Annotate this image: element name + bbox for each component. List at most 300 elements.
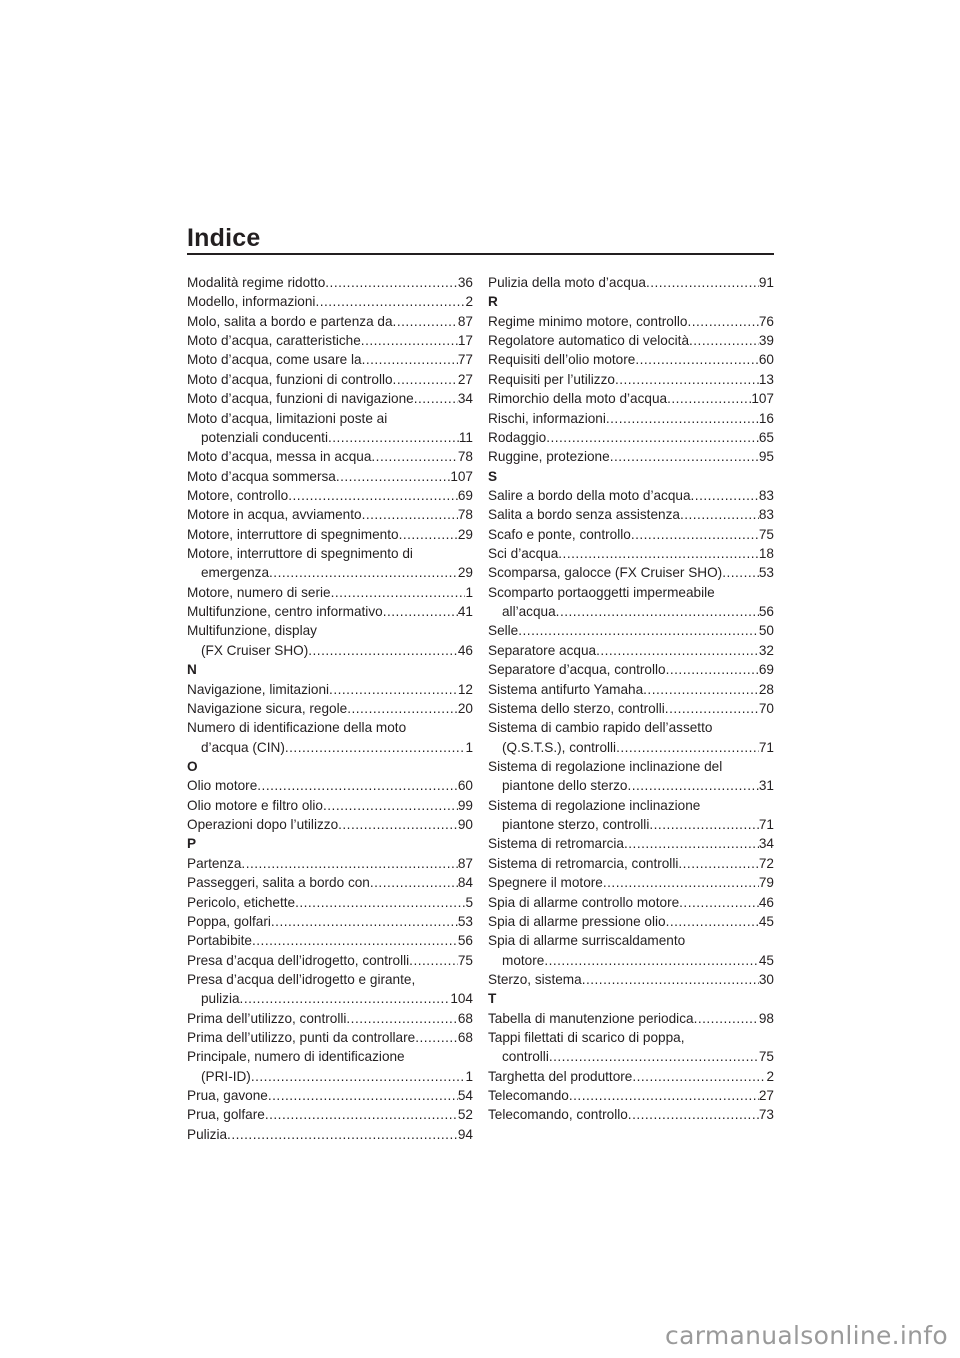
index-entry-page-number: 75 [758, 526, 774, 542]
index-entry [187, 273, 473, 292]
index-entry-text: Regolatore automatico di velocità [488, 333, 689, 349]
dot-leader [288, 486, 458, 505]
index-entry-text: d’acqua (CIN) [201, 739, 285, 755]
index-entry [187, 525, 473, 544]
index-entry-page-number: 71 [758, 739, 774, 755]
index-entry [187, 951, 473, 970]
dot-leader [227, 1125, 458, 1144]
index-entry-page-number: 75 [457, 952, 473, 968]
index-entry [488, 273, 774, 292]
index-entry-page-number: 46 [758, 894, 774, 910]
index-entry-page-number: 69 [457, 487, 473, 503]
index-entry-page-number: 94 [457, 1126, 473, 1142]
index-entry-heading: Multifunzione, display [187, 623, 317, 639]
index-entry-page-number: 46 [457, 642, 473, 658]
index-entry-page-number: 104 [450, 991, 473, 1007]
watermark: carmanualsonline.info [665, 1321, 948, 1350]
index-section-letter: O [187, 758, 198, 774]
index-entry-heading: Moto d’acqua, limitazioni poste ai [187, 410, 388, 426]
index-entry-page-number: 72 [758, 855, 774, 871]
index-entry-text: Spia di allarme pressione olio [488, 913, 666, 929]
index-entry-text: Scafo e ponte, controllo [488, 526, 631, 542]
index-entry [488, 409, 774, 428]
index-entry [187, 583, 473, 602]
index-entry-page-number: 34 [758, 836, 774, 852]
dot-leader [680, 505, 759, 524]
index-entry-text: Pulizia della moto d’acqua [488, 275, 646, 290]
index-entry-heading: Numero di identificazione della moto [187, 720, 407, 736]
index-entry-continuation [187, 1067, 473, 1086]
index-entry-text: Sci d’acqua [488, 546, 559, 562]
dot-leader [331, 583, 466, 602]
dot-leader [362, 350, 458, 369]
index-entry-text: Ruggine, protezione [488, 449, 610, 465]
index-entry-text: Moto d’acqua, funzioni di controllo [187, 371, 393, 387]
title-divider [187, 253, 774, 255]
index-entry-text: Telecomando [488, 1088, 569, 1104]
index-entry [488, 544, 774, 563]
index-entry-text: Moto d’acqua, come usare la [187, 352, 362, 368]
index-entry-text: Prua, golfare [187, 1107, 265, 1123]
dot-leader [616, 738, 759, 757]
dot-leader [240, 989, 451, 1008]
index-entry [488, 834, 774, 853]
index-entry [187, 1125, 473, 1144]
index-entry-page-number: 71 [758, 817, 774, 833]
index-entry-page-number: 34 [457, 391, 473, 407]
index-entry-text: Modalità regime ridotto [187, 275, 326, 290]
index-entry-text: Multifunzione, centro informativo [187, 604, 383, 620]
index-entry [488, 389, 774, 408]
index-entry [488, 621, 774, 640]
index-entry-continuation [187, 738, 473, 757]
index-entry [488, 699, 774, 718]
index-entry-page-number: 11 [458, 429, 473, 445]
index-entry-page-number: 84 [457, 875, 473, 891]
index-section-letter: P [187, 836, 197, 852]
index-entry [488, 680, 774, 699]
index-entry [187, 331, 473, 350]
index-entry-page-number: 65 [758, 429, 774, 445]
index-entry-heading: Sistema di regolazione inclinazione [488, 797, 701, 813]
index-entry-page-number: 69 [758, 662, 774, 678]
index-entry-text: Navigazione sicura, regole [187, 700, 348, 716]
index-entry [488, 1009, 774, 1028]
dot-leader [252, 931, 458, 950]
dot-leader [635, 350, 759, 369]
index-entry-text: emergenza [201, 565, 270, 581]
dot-leader [558, 544, 759, 563]
dot-leader [632, 1067, 766, 1086]
index-entry [187, 699, 473, 718]
dot-leader [649, 815, 759, 834]
index-entry [488, 370, 774, 389]
index-entry [488, 447, 774, 466]
index-entry-text: Motore, interruttore di spegnimento [187, 526, 399, 542]
index-entry [488, 854, 774, 873]
dot-leader [241, 854, 457, 873]
index-entry [187, 1009, 473, 1028]
index-entry-page-number: 77 [457, 352, 473, 368]
dot-leader [631, 525, 759, 544]
dot-leader [399, 525, 458, 544]
dot-leader [383, 602, 458, 621]
index-entry-text: Sistema di retromarcia, controlli [488, 855, 679, 871]
index-entry [187, 486, 473, 505]
index-column-right [488, 273, 774, 1125]
dot-leader [347, 699, 458, 718]
dot-leader [544, 951, 759, 970]
index-entry-page-number: 31 [758, 778, 774, 794]
index-entry-page-number: 18 [758, 546, 774, 562]
index-entry-text: Partenza [187, 855, 242, 871]
index-entry [488, 970, 774, 989]
index-entry-text: Telecomando, controllo [488, 1107, 628, 1123]
index-entry-text: Prua, gavone [187, 1088, 268, 1104]
dot-leader [265, 1105, 458, 1124]
index-entry [187, 370, 473, 389]
index-entry-text: Motore, numero di serie [187, 584, 331, 600]
dot-leader [338, 815, 458, 834]
dot-leader [556, 602, 759, 621]
index-entry [187, 893, 473, 912]
dot-leader [315, 292, 465, 311]
index-entry-heading: Scomparto portaoggetti impermeabile [488, 584, 715, 600]
index-entry-text: Sterzo, sistema [488, 971, 582, 987]
dot-leader [679, 893, 759, 912]
dot-leader [694, 1009, 759, 1028]
index-entry-page-number: 107 [450, 468, 473, 484]
index-entry-text: Motore, controllo [187, 487, 289, 503]
index-entry-text: Separatore d’acqua, controllo [488, 662, 666, 678]
dot-leader [667, 389, 751, 408]
index-entry [187, 1105, 473, 1124]
dot-leader [257, 776, 458, 795]
index-entry-page-number: 1 [465, 584, 473, 600]
index-entry-page-number: 2 [465, 294, 473, 310]
index-entry-page-number: 30 [758, 971, 774, 987]
dot-leader [295, 893, 465, 912]
index-entry [488, 505, 774, 524]
index-entry [488, 893, 774, 912]
index-entry-page-number: 5 [465, 894, 473, 910]
index-entry-page-number: 13 [758, 371, 774, 387]
index-entry-page-number: 2 [766, 1068, 774, 1084]
index-entry-page-number: 90 [457, 817, 473, 833]
index-entry-page-number: 16 [758, 410, 774, 426]
dot-leader [325, 273, 458, 292]
index-entry [187, 292, 473, 311]
dot-leader [689, 331, 759, 350]
dot-leader [518, 621, 759, 640]
index-entry-page-number: 73 [758, 1107, 774, 1123]
index-entry-text: Selle [488, 623, 519, 639]
index-entry-text: Regime minimo motore, controllo [488, 313, 688, 329]
index-entry-text: Prima dell’utilizzo, punti da controllare [187, 1030, 416, 1046]
index-entry-page-number: 83 [758, 507, 774, 523]
dot-leader [328, 428, 459, 447]
index-entry-text: Moto d’acqua, messa in acqua [187, 449, 372, 465]
index-section-letter: S [488, 468, 498, 484]
dot-leader [546, 428, 759, 447]
dot-leader [627, 776, 758, 795]
index-entry-heading: Sistema di regolazione inclinazione del [488, 758, 723, 774]
dot-leader [371, 447, 457, 466]
dot-leader [415, 1028, 458, 1047]
index-entry-text: Salita a bordo senza assistenza [488, 507, 680, 523]
index-entry-page-number: 27 [457, 371, 473, 387]
index-entry [187, 505, 473, 524]
index-entry-page-number: 107 [751, 391, 774, 407]
index-entry-text: Rodaggio [488, 429, 547, 445]
index-entry [187, 389, 473, 408]
index-entry-text: Rimorchio della moto d’acqua [488, 391, 668, 407]
index-entry-page-number: 41 [457, 604, 473, 620]
index-entry [488, 641, 774, 660]
index-entry-page-number: 70 [758, 700, 774, 716]
index-entry-page-number: 78 [457, 449, 473, 465]
index-entry [187, 854, 473, 873]
index-entry-page-number: 87 [457, 313, 473, 329]
index-entry-page-number: 29 [457, 526, 473, 542]
index-entry-text: pulizia [201, 991, 240, 1007]
index-entry-page-number: 91 [758, 275, 774, 290]
index-entry-page-number: 75 [758, 1049, 774, 1065]
index-entry-page-number: 20 [457, 700, 473, 716]
index-entry-heading: Motore, interruttore di spegnimento di [187, 546, 413, 562]
index-entry-text: Requisiti per l’utilizzo [488, 371, 615, 387]
dot-leader [549, 1047, 759, 1066]
dot-leader [414, 389, 458, 408]
index-entry [488, 350, 774, 369]
index-entry-page-number: 68 [457, 1030, 473, 1046]
index-entry-continuation [187, 563, 473, 582]
index-entry-text: Olio motore [187, 778, 258, 794]
index-entry-page-number: 28 [758, 681, 774, 697]
dot-leader [251, 1067, 466, 1086]
index-entry-page-number: 78 [457, 507, 473, 523]
index-entry [488, 873, 774, 892]
index-entry [488, 660, 774, 679]
dot-leader [323, 796, 458, 815]
index-entry [187, 1028, 473, 1047]
index-entry-text: Olio motore e filtro olio [187, 797, 323, 813]
dot-leader [646, 273, 759, 292]
index-entry-continuation [488, 602, 774, 621]
index-entry-page-number: 76 [758, 313, 774, 329]
index-entry-text: Separatore acqua [488, 642, 597, 658]
index-entry [187, 873, 473, 892]
dot-leader [271, 912, 458, 931]
index-entry-text: potenziali conducenti [201, 429, 328, 445]
index-entry-text: Operazioni dopo l’utilizzo [187, 817, 339, 833]
dot-leader [409, 951, 458, 970]
index-entry-page-number: 99 [457, 797, 473, 813]
index-entry [187, 931, 473, 950]
index-entry [187, 467, 473, 486]
dot-leader [643, 680, 759, 699]
index-entry-page-number: 1 [465, 1068, 473, 1084]
index-entry-page-number: 56 [457, 933, 473, 949]
dot-leader [361, 331, 458, 350]
index-entry-page-number: 95 [758, 449, 774, 465]
dot-leader [370, 873, 458, 892]
index-entry-text: Molo, salita a bordo e partenza da [187, 313, 393, 329]
index-entry-page-number: 12 [457, 681, 473, 697]
index-entry-page-number: 32 [758, 642, 774, 658]
index-entry-text: Pericolo, etichette [187, 894, 296, 910]
index-entry [187, 680, 473, 699]
index-entry-continuation [187, 428, 473, 447]
index-entry-text: all’acqua [502, 604, 556, 620]
index-entry-text: piantone dello sterzo [502, 778, 628, 794]
index-entry [187, 912, 473, 931]
index-entry-text: Pulizia [187, 1126, 228, 1142]
dot-leader [665, 699, 759, 718]
index-entry-continuation [488, 815, 774, 834]
index-entry-text: controlli [502, 1049, 549, 1065]
index-entry-page-number: 60 [758, 352, 774, 368]
index-entry [488, 1067, 774, 1086]
index-entry-text: Presa d’acqua dell’idrogetto, controlli [187, 952, 410, 968]
index-entry-page-number: 29 [457, 565, 473, 581]
index-entry-page-number: 52 [457, 1107, 473, 1123]
index-entry [187, 796, 473, 815]
index-entry-text: Targhetta del produttore [488, 1068, 633, 1084]
index-entry-continuation [488, 776, 774, 795]
index-entry-text: Spegnere il motore [488, 875, 603, 891]
index-entry-text: Salire a bordo della moto d’acqua [488, 487, 691, 503]
index-entry-text: (Q.S.T.S.), controlli [502, 739, 617, 755]
dot-leader [722, 563, 759, 582]
index-entry-page-number: 60 [457, 778, 473, 794]
dot-leader [624, 834, 759, 853]
dot-leader [610, 447, 759, 466]
index-entry-text: Tabella di manutenzione periodica [488, 1010, 694, 1026]
dot-leader [606, 409, 759, 428]
index-section-letter: T [488, 991, 497, 1007]
index-entry [488, 312, 774, 331]
index-entry-page-number: 53 [457, 913, 473, 929]
index-entry-continuation [488, 1047, 774, 1066]
index-column-left [187, 273, 473, 1144]
index-entry-text: Prima dell’utilizzo, controlli [187, 1010, 347, 1026]
dot-leader [285, 738, 466, 757]
dot-leader [666, 912, 759, 931]
index-entry [187, 312, 473, 331]
index-entry-page-number: 39 [758, 333, 774, 349]
index-entry-heading: Principale, numero di identificazione [187, 1049, 405, 1065]
index-entry [488, 331, 774, 350]
index-entry-page-number: 68 [457, 1010, 473, 1026]
index-entry-text: motore [502, 952, 545, 968]
index-entry-text: Sistema di retromarcia [488, 836, 624, 852]
index-entry-text: piantone sterzo, controlli [502, 817, 650, 833]
index-entry [187, 350, 473, 369]
dot-leader [678, 854, 759, 873]
index-entry-page-number: 45 [758, 913, 774, 929]
index-entry-text: Sistema dello sterzo, controlli [488, 700, 665, 716]
dot-leader [687, 312, 758, 331]
index-entry-text: Passeggeri, salita a bordo con [187, 875, 370, 891]
index-entry [187, 1086, 473, 1105]
index-entry-page-number: 45 [758, 952, 774, 968]
index-entry-continuation [488, 951, 774, 970]
index-entry-text: Requisiti dell’olio motore [488, 352, 636, 368]
dot-leader [569, 1086, 759, 1105]
page-title: Indice [187, 224, 261, 252]
dot-leader [329, 680, 458, 699]
index-entry-text: Moto d’acqua sommersa [187, 468, 336, 484]
index-entry-page-number: 27 [758, 1088, 774, 1104]
index-entry [488, 486, 774, 505]
index-entry-text: Scomparsa, galocce (FX Cruiser SHO) [488, 565, 723, 581]
index-entry-text: Motore in acqua, avviamento [187, 507, 362, 523]
index-entry-text: (PRI-ID) [201, 1068, 251, 1084]
dot-leader [582, 970, 759, 989]
index-entry-page-number: 98 [758, 1010, 774, 1026]
index-entry-text: (FX Cruiser SHO) [201, 642, 309, 658]
index-entry [488, 563, 774, 582]
dot-leader [666, 660, 759, 679]
index-entry-page-number: 54 [457, 1088, 473, 1104]
index-section-letter: R [488, 294, 498, 310]
index-entry [187, 776, 473, 795]
dot-leader [308, 641, 458, 660]
index-entry-continuation [187, 641, 473, 660]
index-entry-heading: Spia di allarme surriscaldamento [488, 933, 686, 949]
index-entry-page-number: 53 [758, 565, 774, 581]
dot-leader [596, 641, 759, 660]
dot-leader [268, 1086, 458, 1105]
index-entry-page-number: 50 [758, 623, 774, 639]
dot-leader [346, 1009, 457, 1028]
index-entry-page-number: 83 [758, 487, 774, 503]
index-entry-text: Moto d’acqua, funzioni di navigazione [187, 391, 414, 407]
dot-leader [603, 873, 759, 892]
index-entry-text: Spia di allarme controllo motore [488, 894, 680, 910]
index-entry-text: Navigazione, limitazioni [187, 681, 330, 697]
dot-leader [393, 370, 458, 389]
index-entry-text: Moto d’acqua, caratteristiche [187, 333, 361, 349]
index-entry [488, 912, 774, 931]
index-entry [187, 447, 473, 466]
index-entry-continuation [488, 738, 774, 757]
dot-leader [691, 486, 759, 505]
index-entry-text: Rischi, informazioni [488, 410, 606, 426]
index-entry-text: Sistema antifurto Yamaha [488, 681, 644, 697]
dot-leader [269, 563, 458, 582]
dot-leader [393, 312, 458, 331]
dot-leader [362, 505, 458, 524]
index-entry-heading: Presa d’acqua dell’idrogetto e girante, [187, 971, 416, 987]
dot-leader [336, 467, 450, 486]
dot-leader [615, 370, 759, 389]
index-entry-page-number: 1 [465, 739, 473, 755]
index-entry [488, 525, 774, 544]
index-entry-page-number: 17 [457, 333, 473, 349]
index-entry [488, 1105, 774, 1124]
index-entry-page-number: 36 [457, 275, 473, 290]
index-entry-page-number: 56 [758, 604, 774, 620]
index-entry-continuation [187, 989, 473, 1008]
index-entry-page-number: 87 [457, 855, 473, 871]
index-entry-text: Poppa, golfari [187, 913, 271, 929]
index-entry [187, 815, 473, 834]
index-entry-heading: Tappi filettati di scarico di poppa, [488, 1030, 685, 1046]
index-section-letter: N [187, 662, 197, 678]
index-entry [488, 428, 774, 447]
